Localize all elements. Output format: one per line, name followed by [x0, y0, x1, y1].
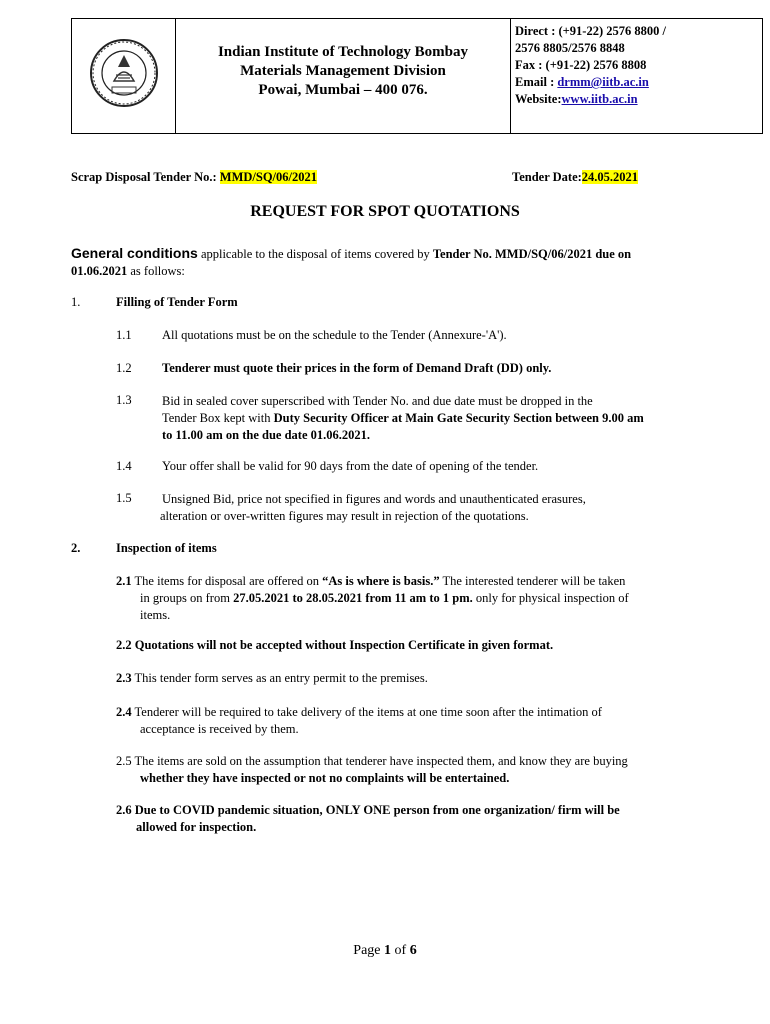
- item-number: 1.5: [116, 491, 132, 505]
- logo-cell: [72, 19, 176, 133]
- item-2-3: 2.3 This tender form serves as an entry permit to the premises.: [116, 671, 428, 685]
- item-number: 1.3: [116, 393, 132, 407]
- letterhead: [71, 18, 763, 134]
- tender-number-value: MMD/SQ/06/2021: [219, 170, 317, 184]
- page-title: REQUEST FOR SPOT QUOTATIONS: [250, 203, 520, 220]
- fax: Fax : (+91-22) 2576 8808: [515, 58, 647, 72]
- item-number: 1.4: [116, 459, 132, 473]
- address: Powai, Mumbai – 400 076.: [258, 82, 428, 98]
- email-link[interactable]: drmm@iitb.ac.in: [557, 75, 649, 89]
- item-2-4: 2.4 Tenderer will be required to take delivery of the items at one time soon after the intimation of acceptance is received by them.: [116, 705, 602, 736]
- item-1-3: Bid in sealed cover superscribed with Tender No. and due date must be dropped in the Tender Box kept with Duty Security Officer at Main Gate Security Section between 9.00 am to 11.00 am on the due date 01.06.2021.: [162, 394, 644, 442]
- section-2-number: 2.: [71, 541, 81, 555]
- direct-phone-2: 2576 8805/2576 8848: [515, 41, 625, 55]
- institute-name: Indian Institute of Technology Bombay: [217, 44, 469, 60]
- item-1-5: Unsigned Bid, price not specified in figures and words and unauthenticated erasures, alteration or over-written figures may result in rejection of the quotations.: [160, 492, 586, 523]
- contact-info: [515, 23, 666, 108]
- intro-paragraph: General conditions applicable to the disposal of items covered by Tender No. MMD/SQ/06/2021 due on 01.06.2021 as follows:: [71, 245, 632, 278]
- institute-block: [176, 43, 510, 100]
- item-2-2: 2.2 Quotations will not be accepted without Inspection Certificate in given format.: [116, 638, 554, 652]
- item-number: 1.2: [116, 361, 132, 375]
- division-name: Materials Management Division: [240, 63, 446, 79]
- direct-phone: Direct : (+91-22) 2576 8800 /: [515, 24, 666, 38]
- section-1-number: 1.: [71, 295, 81, 309]
- website-line: Website:www.iitb.ac.in: [515, 92, 638, 106]
- tender-number: Scrap Disposal Tender No.: MMD/SQ/06/2021: [71, 170, 317, 184]
- section-2-title: Inspection of items: [116, 541, 217, 555]
- item-1-1: All quotations must be on the schedule to the Tender (Annexure-'A').: [162, 328, 507, 342]
- email-line: Email : drmm@iitb.ac.in: [515, 75, 649, 89]
- section-1-title: Filling of Tender Form: [116, 295, 238, 309]
- item-1-2: Tenderer must quote their prices in the form of Demand Draft (DD) only.: [162, 361, 552, 375]
- tender-date-value: 24.05.2021: [581, 170, 639, 184]
- item-2-5: 2.5 The items are sold on the assumption that tenderer have inspected them, and know they are buying whether they have inspected or not no complaints will be entertained.: [116, 754, 628, 785]
- website-link[interactable]: www.iitb.ac.in: [561, 92, 638, 106]
- item-2-6: 2.6 Due to COVID pandemic situation, ONLY ONE person from one organization/ firm will be allowed for inspection.: [116, 803, 620, 834]
- page-number: Page 1 of 6: [353, 943, 417, 958]
- tender-date: Tender Date:24.05.2021: [512, 170, 639, 184]
- item-2-1: 2.1 The items for disposal are offered on “As is where is basis.” The interested tenderer will be taken in groups on from 27.05.2021 to 28.05.2021 from 11 am to 1 pm. only for physical inspection of items.: [116, 574, 629, 622]
- item-number: 1.1: [116, 328, 132, 342]
- iitb-logo-icon: [88, 37, 160, 109]
- item-1-4: Your offer shall be valid for 90 days from the date of opening of the tender.: [162, 459, 539, 473]
